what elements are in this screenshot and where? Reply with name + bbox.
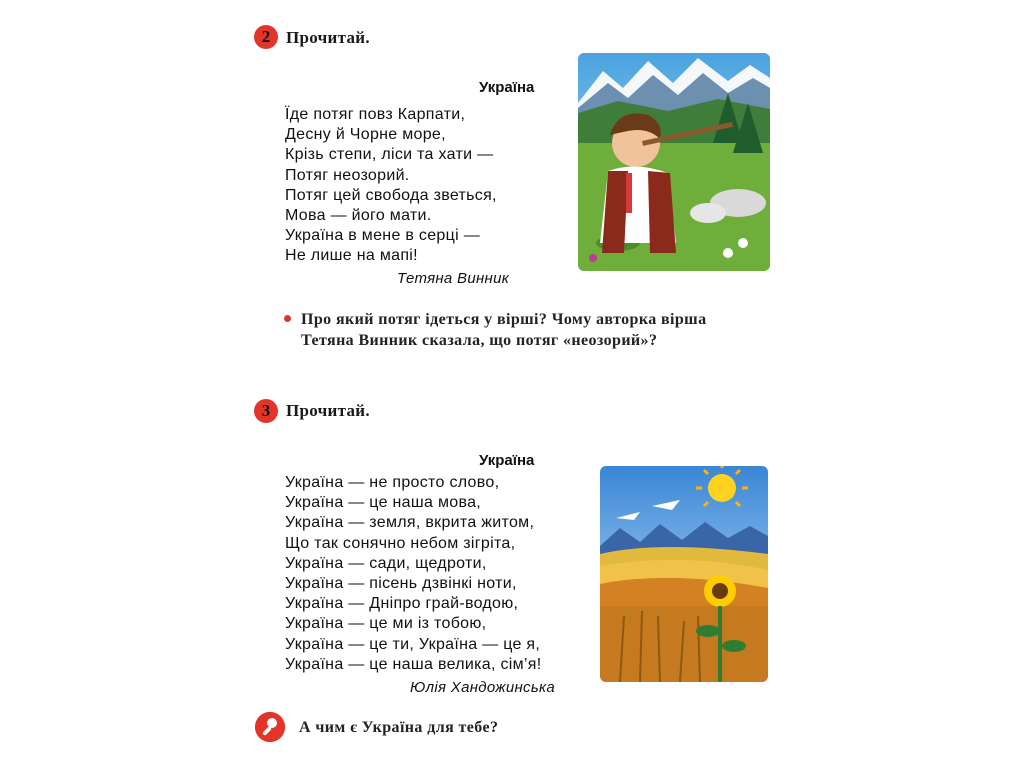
task-number-badge: 3 xyxy=(254,399,278,423)
boy-with-flute-illustration xyxy=(578,53,770,271)
task-number-badge: 2 xyxy=(254,25,278,49)
poem-text xyxy=(285,473,541,675)
poem-line: Крізь степи, ліси та хати — xyxy=(285,146,494,164)
question-line: Тетяна Винник сказала, що потяг «неозорий»? xyxy=(301,332,658,349)
poem-line: Потяг неозорий. xyxy=(285,166,410,184)
poem-line: Україна — це наша велика, сім’я! xyxy=(285,655,542,673)
microphone-icon xyxy=(255,712,285,742)
poem-title: Україна xyxy=(479,452,535,469)
poem-line: Мова — його мати. xyxy=(285,207,432,225)
poem-line: Україна в мене в серці — xyxy=(285,227,480,245)
poem-line: Потяг цей свобода зветься, xyxy=(285,186,497,204)
speak-question: А чим є Україна для тебе? xyxy=(299,719,499,736)
poem-line: Їде потяг повз Карпати, xyxy=(285,106,466,123)
poem-line: Україна — Дніпро грай-водою, xyxy=(285,595,519,613)
poem-line: Десну й Чорне море, xyxy=(285,126,446,144)
question-bullet xyxy=(284,315,291,322)
poem-text xyxy=(285,105,497,267)
poem-title: Україна xyxy=(479,79,535,96)
poem-line: Україна — пісень дзвінкі ноти, xyxy=(285,575,517,593)
poem-line: Україна — не просто слово, xyxy=(285,474,500,491)
poem-line: Україна — це ти, Україна — це я, xyxy=(285,635,541,653)
poem-author: Тетяна Винник xyxy=(397,270,510,287)
poem-line: Що так сонячно небом зігріта, xyxy=(285,534,516,552)
task-instruction: Прочитай. xyxy=(286,28,370,47)
question-text xyxy=(301,309,706,351)
question-line: Про який потяг ідеться у вірші? Чому авторка вірша xyxy=(301,311,707,328)
poem-line: Україна — це наша мова, xyxy=(285,494,482,512)
poem-line: Україна — сади, щедроти, xyxy=(285,554,487,572)
poem-author: Юлія Хандожинська xyxy=(410,679,556,696)
poem-line: Україна — це ми із тобою, xyxy=(285,615,487,633)
poem-line: Не лише на мапі! xyxy=(285,247,418,265)
task-instruction: Прочитай. xyxy=(286,401,370,420)
landscape-illustration xyxy=(600,466,768,682)
poem-line: Україна — земля, вкрита житом, xyxy=(285,514,535,532)
